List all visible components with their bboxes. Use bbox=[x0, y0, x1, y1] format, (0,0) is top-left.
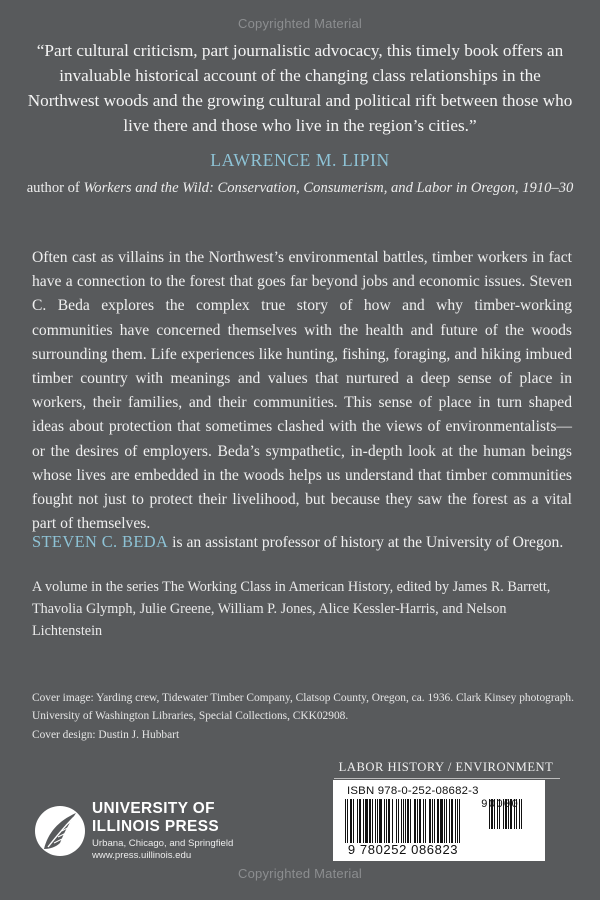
barcode-bar bbox=[386, 799, 387, 843]
watermark-top: Copyrighted Material bbox=[238, 16, 362, 31]
barcode-bar bbox=[403, 799, 404, 843]
publisher-name bbox=[92, 800, 219, 836]
barcode-bar bbox=[425, 799, 426, 843]
blurb-credit bbox=[0, 178, 600, 199]
barcode-bar bbox=[372, 799, 373, 843]
barcode-bar bbox=[457, 799, 458, 843]
category-divider bbox=[334, 778, 560, 779]
barcode-bar bbox=[444, 799, 445, 843]
series-note: A volume in the series The Working Class in American History, edited by James R. Barrett, Thavolia Glymph, Julie Greene, William P. Jones, Alice Kessler-Harris, and Nelson Lichtenstein bbox=[32, 579, 551, 639]
barcode-bar bbox=[419, 799, 421, 843]
barcode-bar bbox=[388, 799, 390, 843]
feather-leaf-logo-icon bbox=[34, 803, 86, 859]
barcode-bar bbox=[459, 799, 460, 843]
barcode-bar bbox=[417, 799, 418, 843]
publisher-name-line2: ILLINOIS PRESS bbox=[92, 818, 220, 835]
barcode-bar bbox=[434, 799, 435, 843]
barcode-bar bbox=[405, 799, 406, 843]
author-bio-text: is an assistant professor of history at the University of Oregon. bbox=[168, 534, 564, 551]
blurb-credit-prefix: author of bbox=[26, 180, 80, 196]
barcode-bar bbox=[451, 799, 453, 843]
author-bio-name: STEVEN C. BEDA bbox=[32, 532, 169, 551]
barcode-bar bbox=[357, 799, 358, 843]
barcode-bar bbox=[449, 799, 450, 843]
barcode-bar bbox=[429, 799, 431, 843]
publisher-website: www.press.uillinois.edu bbox=[92, 850, 192, 861]
barcode-bar bbox=[375, 799, 376, 843]
barcode-bar bbox=[353, 799, 354, 843]
author-bio bbox=[32, 531, 592, 554]
barcode-bar bbox=[350, 799, 352, 843]
barcode-bar bbox=[365, 799, 368, 843]
watermark-bottom: Copyrighted Material bbox=[238, 866, 362, 881]
barcode-bar bbox=[401, 799, 402, 843]
barcode-bar bbox=[359, 799, 361, 843]
barcode-bar bbox=[347, 799, 348, 843]
barcode-bar bbox=[379, 799, 382, 843]
subject-category: LABOR HISTORY / ENVIRONMENT bbox=[338, 760, 554, 774]
barcode-bar bbox=[414, 799, 416, 843]
barcode-bar bbox=[423, 799, 424, 843]
cover-image-credit: Cover image: Yarding crew, Tidewater Timber Company, Clatsop County, Oregon, ca. 1936. Clark Kinsey photograph. University of Washington Libraries, Special Collections, CKK02908. bbox=[32, 692, 574, 722]
barcode-bar bbox=[440, 799, 443, 843]
barcode-bar bbox=[363, 799, 364, 843]
blurb-credit-title: Workers and the Wild: Conservation, Consumerism, and Labor in Oregon, 1910–30 bbox=[83, 180, 574, 196]
publisher-info bbox=[92, 838, 233, 862]
barcode-bar bbox=[432, 799, 433, 843]
isbn-label: ISBN 978-0-252-08682-3 bbox=[347, 785, 479, 797]
ean-number: 9 780252 086823 bbox=[347, 842, 459, 857]
barcode-bar bbox=[521, 799, 522, 829]
barcode-bar bbox=[398, 799, 399, 843]
isbn-barcode-block bbox=[333, 780, 545, 861]
barcode-bar bbox=[446, 799, 447, 843]
cover-design-credit: Cover design: Dustin J. Hubbart bbox=[32, 729, 180, 741]
barcode-bar bbox=[407, 799, 409, 843]
barcode-bar bbox=[455, 799, 456, 843]
blurb-author: LAWRENCE M. LIPIN bbox=[210, 150, 390, 170]
barcode-bar bbox=[396, 799, 397, 843]
barcode-bar bbox=[437, 799, 439, 843]
publisher-name-line1: UNIVERSITY OF bbox=[92, 800, 215, 817]
blurb-quote: “Part cultural criticism, part journalistic advocacy, this timely book offers an invaluable historical account of the changing class relationships in the Northwest woods and the growing cultural and political rift between those who live there and those who live in the region’s cities.” bbox=[27, 41, 573, 135]
barcode-bar bbox=[369, 799, 371, 843]
book-description: Often cast as villains in the Northwest’s environmental battles, timber workers in fact have a connection to the forest that goes far beyond jobs and economic issues. Steven C. Beda explores the complex true story of how and why timber-working communities have concerned themselves with the health and future of the woods surrounding them. Life experiences like hunting, fishing, foraging, and hiking imbued timber country with meanings and values that nurtured a deep sense of place in workers, their families, and their communities. This sense of place in turn shaped ideas about protection that sometimes clashed with the views of environmentalists—or the desires of employers. Beda’s sympathetic, in-depth look at the human beings whose lives are embedded in the woods helps us understand that timber communities fought not just to protect their livelihood, but because they saw the forest as a vital part of themselves. bbox=[32, 249, 572, 533]
price-code: 90000 bbox=[481, 799, 520, 811]
barcode-bar bbox=[377, 799, 378, 843]
barcode-bar bbox=[384, 799, 385, 843]
barcode-bar bbox=[519, 799, 520, 829]
barcode-bar bbox=[410, 799, 411, 843]
barcode-bar bbox=[345, 799, 346, 843]
barcode-bar bbox=[392, 799, 393, 843]
publisher-location: Urbana, Chicago, and Springfield bbox=[92, 838, 234, 849]
